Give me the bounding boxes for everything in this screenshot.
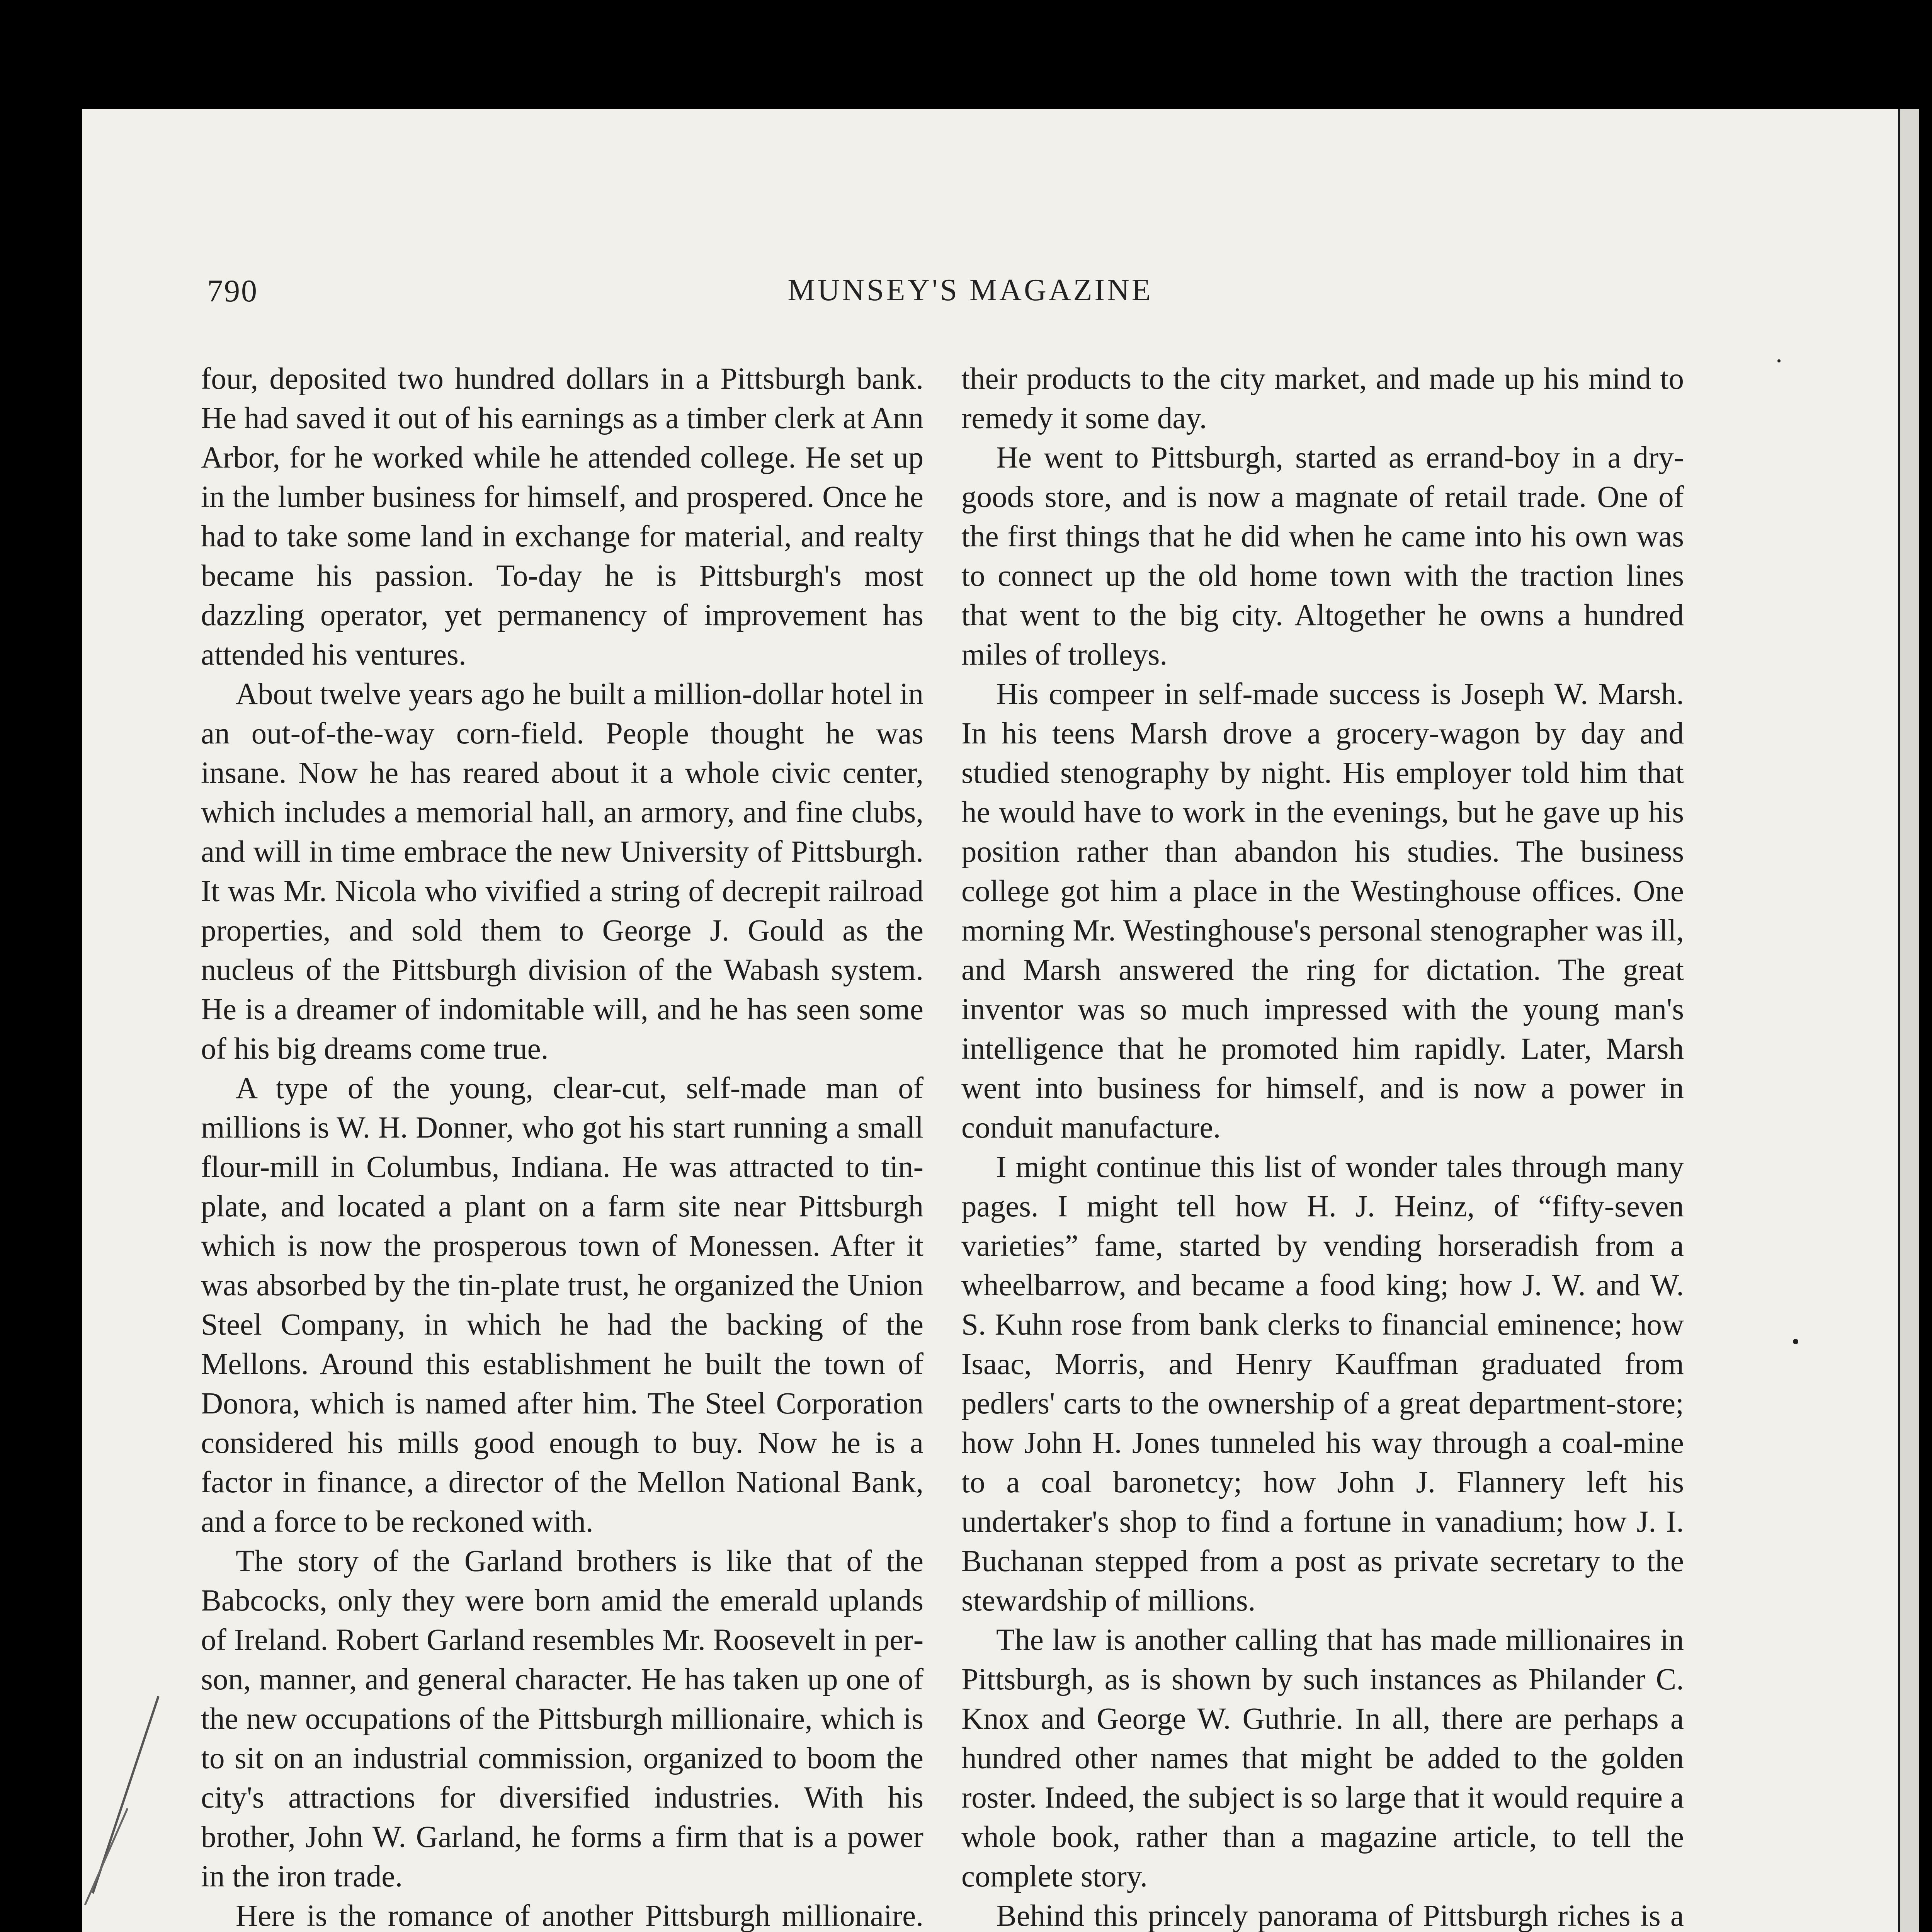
paragraph: He went to Pittsburgh, started as errand-boy in a dry-goods store, and is now a magnate of retail trade. One of the first things that he did when he came into his own was to connect up the old home town with the traction lines that went to the big city. Altogether he owns a hundred miles of trolleys.	[961, 441, 1684, 672]
left-column	[201, 359, 923, 1932]
pencil-mark	[81, 1692, 166, 1909]
paragraph: The story of the Garland brothers is like that of the Babcocks, only they were born amid the emerald uplands of Ireland. Robert Garland resembles Mr. Roosevelt in person, manner, and general character. He has taken up one of the new occupations of the Pittsburgh millionaire, which is to sit on an industrial commission, organized to boom the city's attractions for diversified industries. With his brother, John W. Garland, he forms a firm that is a power in the iron trade.	[201, 1544, 923, 1893]
running-head	[207, 273, 1733, 308]
paragraph: The law is another calling that has made millionaires in Pittsburgh, as is shown by such instances as Philander C. Knox and George W. Guthrie. In all, there are perhaps a hundred other names that might be added to the golden roster. Indeed, the subject is so large that it would require a whole book, rather than a magazine article, to tell the complete story.	[961, 1623, 1684, 1893]
magazine-title: MUNSEY'S MAGAZINE	[787, 273, 1153, 307]
right-column	[961, 359, 1684, 1932]
paragraph: Here is the romance of another Pittsburgh millionaire.	[236, 1899, 923, 1932]
ink-speck	[1793, 1339, 1798, 1344]
paragraph: A type of the young, clear-cut, self-made man of millions is W. H. Donner, who got his start running a small flour-mill in Columbus, Indiana. He was attracted to tin-plate, and located a plant on a farm site near Pittsburgh which is now the prosperous town of Monessen. After it was absorbed by the tin-plate trust, he organized the Union Steel Company, in which he had the backing of the Mellons. Around this establishment he built the town of Donora, which is named after him. The Steel Corporation considered his mills good enough to buy. Now he is a factor in finance, a director of the Mellon National Bank, and a force to be reckoned with.	[201, 1071, 923, 1539]
paragraph: About twelve years ago he built a million-dollar hotel in an out-of-the-way corn-field. People thought he was insane. Now he has reared about it a whole civic center, which includes a memorial hall, an armory, and fine clubs, and will in time embrace the new University of Pittsburgh. It was Mr. Nicola who vivified a string of decrepit railroad properties, and sold them to George J. Gould as the nucleus of the Pittsburgh division of the Wabash system. He is a dreamer of indomitable will, and he has seen some of his big dreams come true.	[201, 677, 923, 1066]
page-number: 790	[207, 273, 258, 308]
facing-page-edge	[1898, 109, 1919, 1932]
ink-speck	[1777, 359, 1781, 362]
paragraph: four, deposited two hundred dollars in a Pittsburgh bank. He had saved it out of his earnings as a timber clerk at Ann Arbor, for he worked while he attended college. He set up in the lumber business for himself, and prospered. Once he had to take some land in exchange for material, and realty became his passion. To-day he is Pittsburgh's most dazzling operator, yet permanency of improvement has attended his ventures.	[201, 362, 923, 672]
paragraph: Behind this princely panorama of Pittsburgh riches is a	[996, 1899, 1684, 1932]
paragraph: I might continue this list of wonder tales through many pages. I might tell how H. J. Heinz, of “fifty-seven varieties” fame, started by vending horseradish from a wheelbarrow, and became a food king; how J. W. and W. S. Kuhn rose from bank clerks to financial eminence; how Isaac, Morris, and Henry Kauffman graduated from pedlers' carts to the ownership of a great department-store; how John H. Jones tunneled his way through a coal-mine to a coal baronetcy; how John J. Flannery left his undertaker's shop to find a fortune in vanadium; how J. I. Buchanan stepped from a post as private secretary to the stewardship of millions.	[961, 1150, 1684, 1617]
paragraph: their products to the city market, and made up his mind to remedy it some day.	[961, 362, 1684, 435]
paragraph: His compeer in self-made success is Joseph W. Marsh. In his teens Marsh drove a grocery-wagon by day and studied stenography by night. His employer told him that he would have to work in the evenings, but he gave up his position rather than abandon his studies. The business college got him a place in the Westinghouse offices. One morning Mr. Westinghouse's personal stenographer was ill, and Marsh answered the ring for dictation. The great inventor was so much impressed with the young man's intelligence that he promoted him rapidly. Later, Marsh went into business for himself, and is now a power in conduit manufacture.	[961, 677, 1684, 1145]
